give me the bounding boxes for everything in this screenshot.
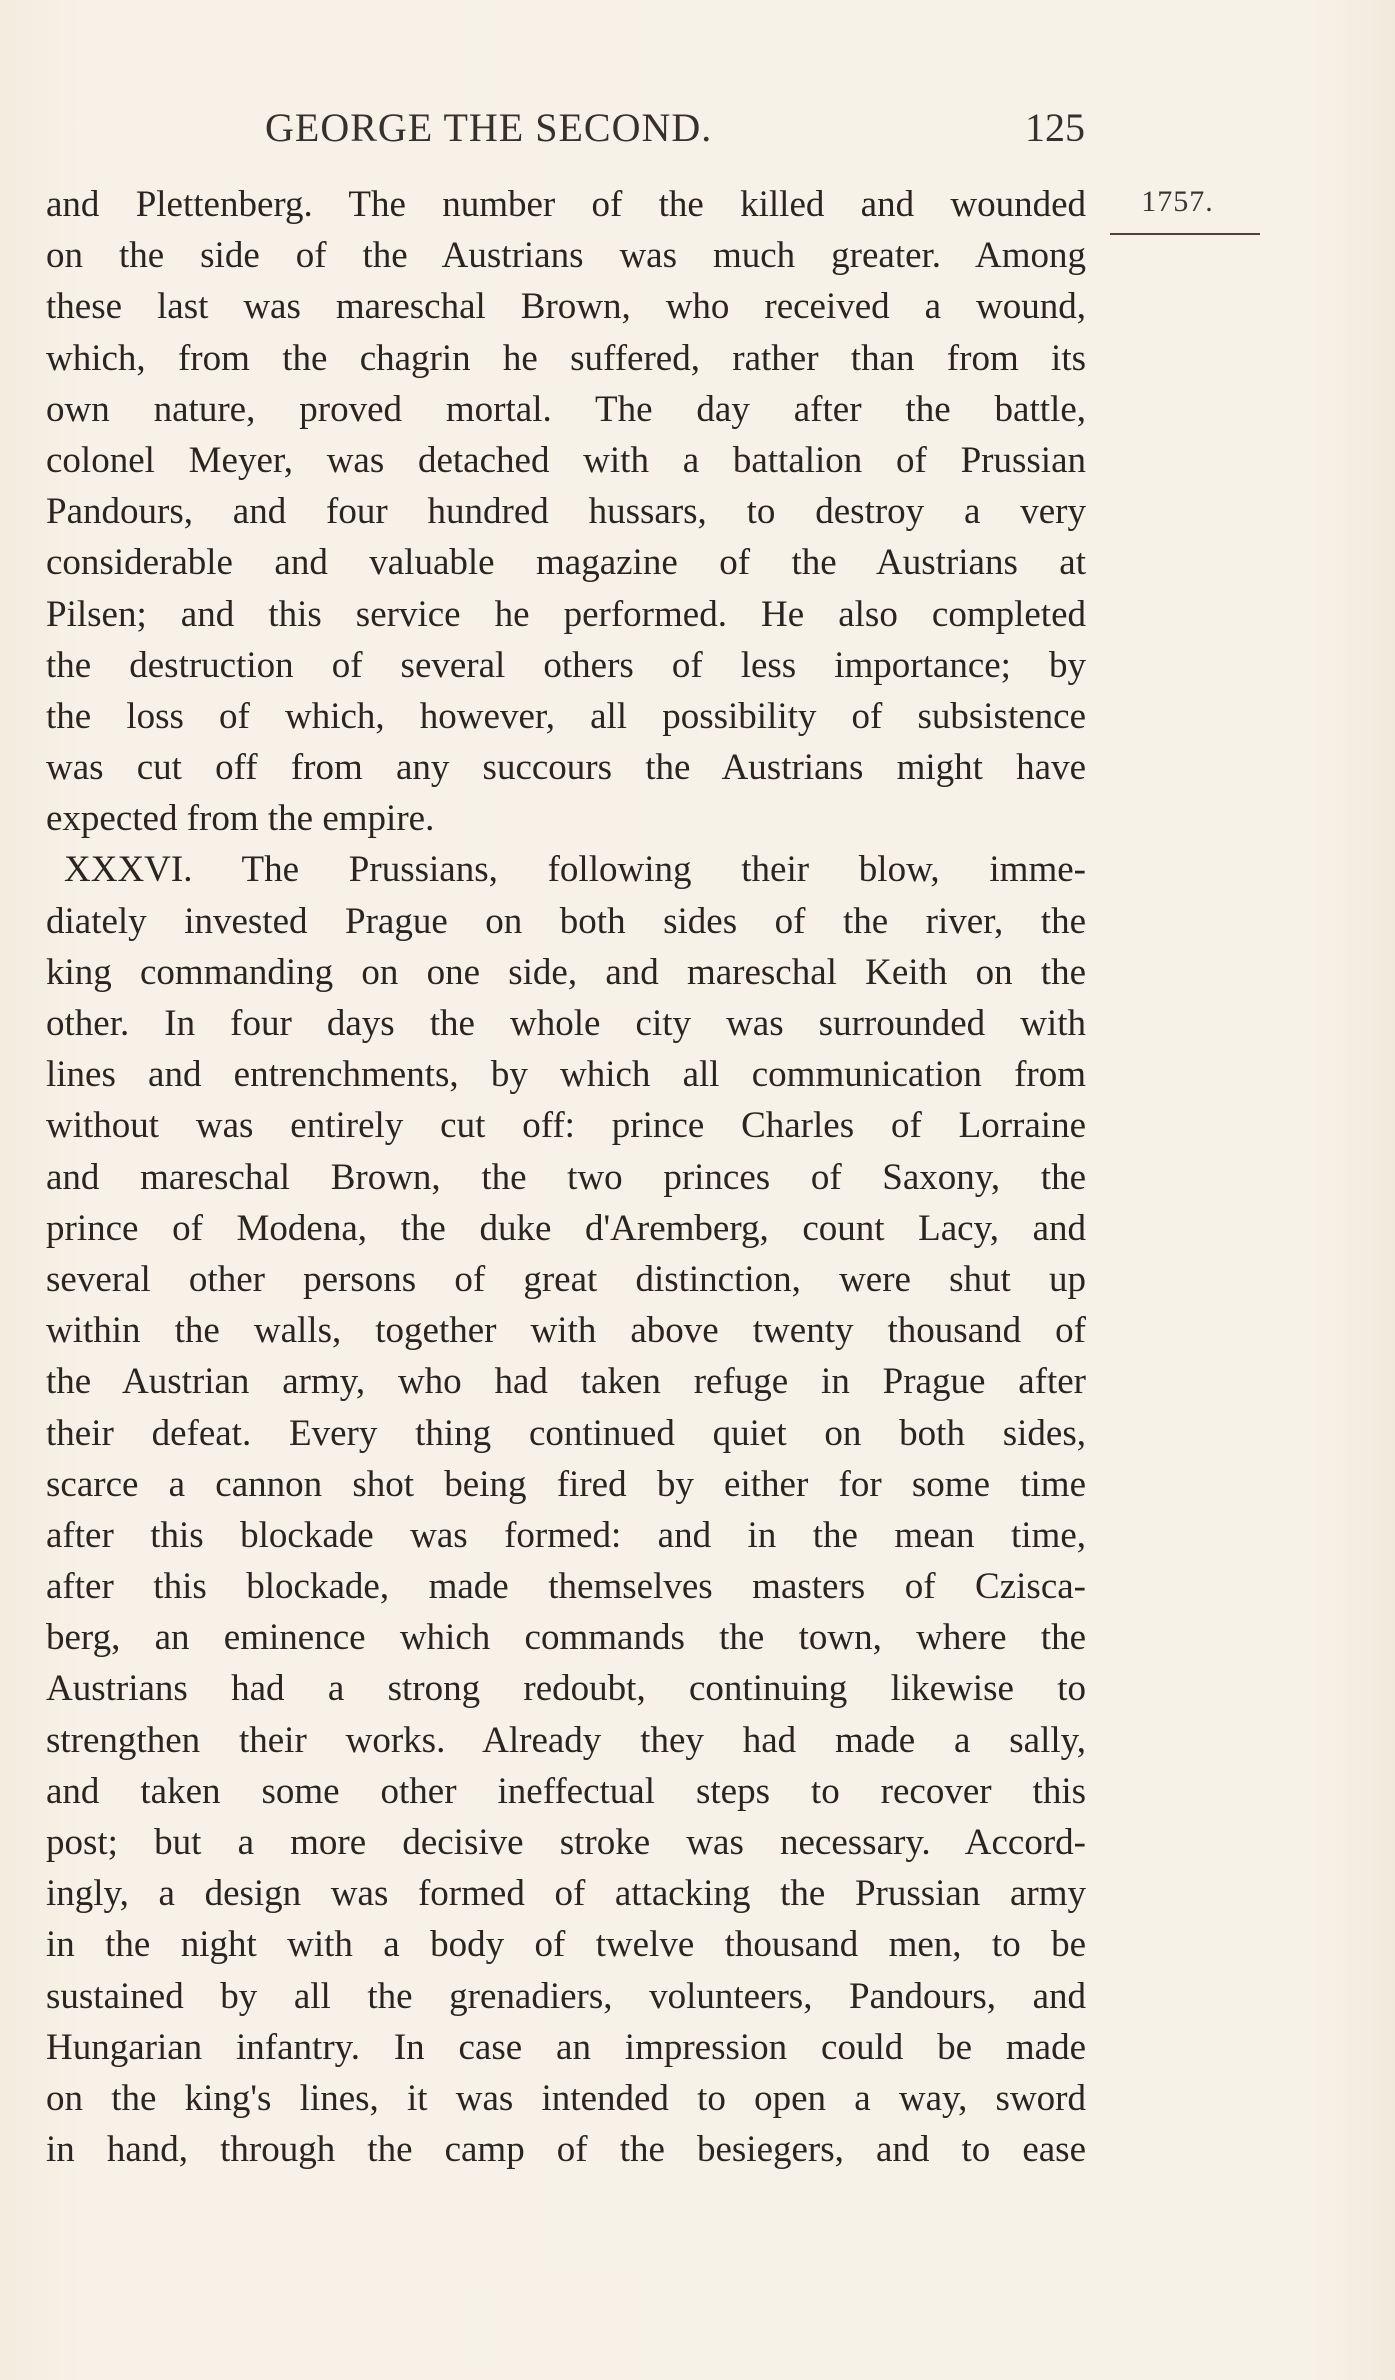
text-line: Austrians had a strong redoubt, continuing likewise to — [46, 1668, 1086, 1710]
text-line: scarce a cannon shot being fired by either for some time — [46, 1463, 1086, 1505]
text-line: strengthen their works. Already they had made a sally, — [46, 1719, 1086, 1761]
text-line: in hand, through the camp of the besiegers, and to ease — [46, 2129, 1086, 2171]
margin-rule — [1110, 233, 1260, 235]
text-line: the loss of which, however, all possibility of subsistence — [46, 695, 1086, 737]
text-line: berg, an eminence which commands the town, where the — [46, 1617, 1086, 1659]
marginal-year-note — [1110, 185, 1245, 235]
text-line: within the walls, together with above twenty thousand of — [46, 1310, 1086, 1352]
text-line: Hungarian infantry. In case an impression could be made — [46, 2026, 1086, 2068]
text-line: and mareschal Brown, the two princes of Saxony, the — [46, 1156, 1086, 1198]
text-line: and taken some other ineffectual steps to recover this — [46, 1770, 1086, 1812]
text-line: considerable and valuable magazine of the Austrians at — [46, 542, 1086, 584]
text-line: in the night with a body of twelve thousand men, to be — [46, 1924, 1086, 1966]
text-line: these last was mareschal Brown, who received a wound, — [46, 286, 1086, 328]
text-line: ingly, a design was formed of attacking the Prussian army — [46, 1873, 1086, 1915]
text-line: after this blockade, made themselves masters of Czisca- — [46, 1566, 1086, 1608]
text-line: their defeat. Every thing continued quiet on both sides, — [46, 1412, 1086, 1454]
text-line: and Plettenberg. The number of the killed and wounded — [46, 184, 1086, 225]
text-line: king commanding on one side, and mareschal Keith on the — [46, 951, 1086, 993]
margin-year: 1757. — [1141, 185, 1214, 218]
text-line: which, from the chagrin he suffered, rather than from its — [46, 337, 1086, 379]
text-line: own nature, proved mortal. The day after the battle, — [46, 388, 1086, 430]
page-header — [265, 104, 1085, 160]
body-text — [46, 179, 1086, 2175]
text-line: on the side of the Austrians was much greater. Among — [46, 235, 1086, 277]
text-line: on the king's lines, it was intended to open a way, sword — [46, 2077, 1086, 2119]
text-line: without was entirely cut off: prince Charles of Lorraine — [46, 1105, 1086, 1147]
text-line: Pilsen; and this service he performed. He also completed — [46, 593, 1086, 635]
text-line: several other persons of great distinction, were shut up — [46, 1258, 1086, 1300]
text-line: colonel Meyer, was detached with a battalion of Prussian — [46, 439, 1086, 481]
text-line: diately invested Prague on both sides of the river, the — [46, 900, 1086, 942]
text-line: lines and entrenchments, by which all communication from — [46, 1054, 1086, 1096]
text-line: other. In four days the whole city was surrounded with — [46, 1003, 1086, 1044]
text-line: sustained by all the grenadiers, volunteers, Pandours, and — [46, 1975, 1086, 2017]
text-line: after this blockade was formed: and in the mean time, — [46, 1514, 1086, 1556]
section-start-line: XXXVI. The Prussians, following their blow, imme- — [64, 849, 1086, 891]
text-line: prince of Modena, the duke d'Aremberg, count Lacy, and — [46, 1207, 1086, 1249]
paragraph-end-line: expected from the empire. — [46, 798, 435, 840]
running-head: GEORGE THE SECOND. — [265, 105, 713, 150]
text-line: Pandours, and four hundred hussars, to destroy a very — [46, 491, 1086, 533]
text-line: was cut off from any succours the Austrians might have — [46, 747, 1086, 789]
text-line: the destruction of several others of less importance; by — [46, 644, 1086, 686]
text-line: the Austrian army, who had taken refuge in Prague after — [46, 1361, 1086, 1403]
page-number: 125 — [1025, 105, 1085, 150]
text-line: post; but a more decisive stroke was necessary. Accord- — [46, 1822, 1086, 1863]
